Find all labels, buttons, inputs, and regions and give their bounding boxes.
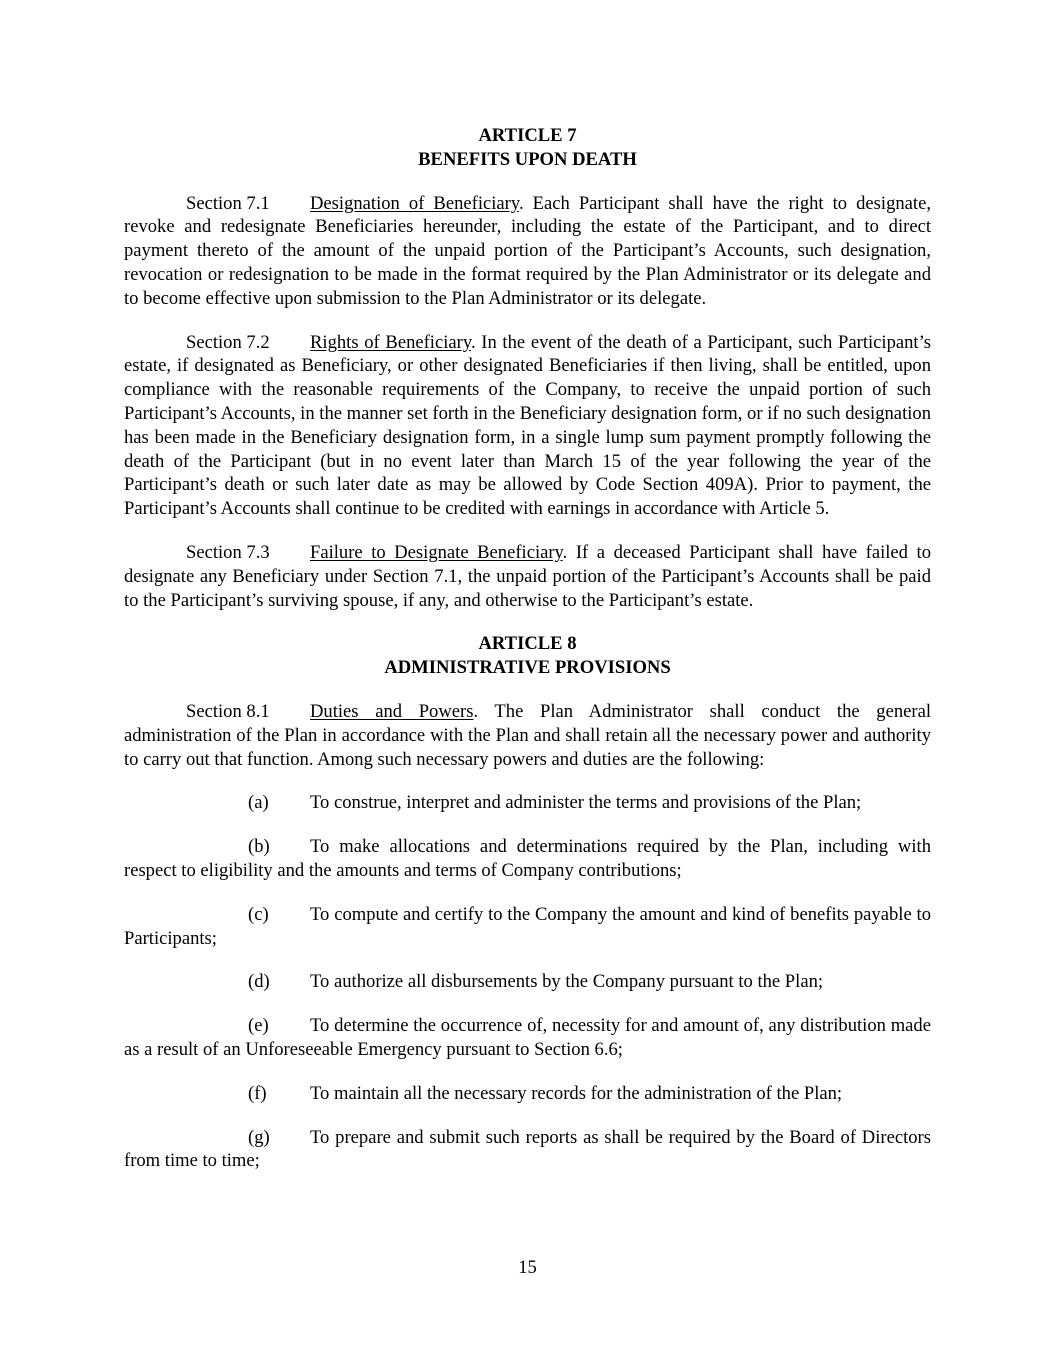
document-page (124, 124, 931, 1173)
list-item-text: To maintain all the necessary records for the administration of the Plan; (310, 1082, 843, 1104)
article-7-heading (124, 124, 931, 172)
list-item-f (124, 1082, 931, 1106)
list-item-label: (f) (248, 1082, 267, 1104)
list-item-label: (e) (248, 1015, 269, 1037)
section-number: Section 7.1 (186, 192, 270, 214)
list-item-text: To authorize all disbursements by the Company pursuant to the Plan; (310, 971, 824, 993)
list-item-d (124, 970, 931, 994)
list-item-e (124, 1014, 931, 1062)
list-item-label: (g) (248, 1126, 270, 1148)
list-item-text: To make allocations and determinations required by the Plan, including with respect to eligibility and the amounts and terms of Company contributions; (124, 836, 931, 881)
page-number: 15 (518, 1257, 537, 1278)
section-7-1 (124, 192, 931, 311)
section-body: . Each Participant shall have the right to designate, revoke and redesignate Beneficiaries hereunder, including the estate of the Participant, and to direct payment thereto of the amount of the unpaid portion of the Participant’s Accounts, such designation, revocation or redesignation to be made in the format required by the Plan Administrator or its delegate and to become effective upon submission to the Plan Administrator or its delegate. (124, 192, 931, 309)
list-item-label: (c) (248, 903, 269, 925)
list-item-c (124, 903, 931, 951)
list-item-text: To compute and certify to the Company the amount and kind of benefits payable to Participants; (124, 903, 931, 949)
list-item-label: (d) (248, 971, 270, 993)
list-item-a (124, 791, 931, 815)
list-item-g (124, 1126, 931, 1174)
article-7-title: BENEFITS UPON DEATH (418, 148, 637, 170)
list-item-label: (b) (248, 836, 270, 858)
article-8-heading (124, 632, 931, 680)
section-heading: Designation of Beneficiary (310, 192, 519, 214)
section-body: . The Plan Administrator shall conduct the general administration of the Plan in accordance with the Plan and shall retain all the necessary power and authority to carry out that function. Among such necessary powers and duties are the following: (124, 700, 931, 770)
list-item-text: To determine the occurrence of, necessity for and amount of, any distribution made as a result of an Unforeseeable Emergency pursuant to Section 6.6; (124, 1015, 931, 1060)
list-item-text: To prepare and submit such reports as shall be required by the Board of Directors from time to time; (124, 1126, 931, 1172)
article-8-title: ADMINISTRATIVE PROVISIONS (384, 657, 671, 679)
section-number: Section 8.1 (186, 700, 270, 722)
list-item-b (124, 835, 931, 883)
section-7-3 (124, 541, 931, 612)
article-8-number: ARTICLE 8 (478, 633, 577, 655)
section-heading: Failure to Designate Beneficiary (310, 541, 563, 563)
section-7-2 (124, 331, 931, 521)
section-body: . If a deceased Participant shall have failed to designate any Beneficiary under Section 7.1, the unpaid portion of the Participant’s Accounts shall be paid to the Participant’s surviving spouse, if any, and otherwise to the Participant’s estate. (124, 541, 931, 611)
section-heading: Duties and Powers (310, 700, 474, 722)
article-7-number: ARTICLE 7 (478, 125, 577, 146)
section-body: . In the event of the death of a Participant, such Participant’s estate, if designated as Beneficiary, or other designated Beneficiaries if then living, shall be entitled, upon compliance with the reasonable requirements of the Company, to receive the unpaid portion of such Participant’s Accounts, in the manner set forth in the Beneficiary designation form, or if no such designation has been made in the Beneficiary designation form, in a single lump sum payment promptly following the death of the Participant (but in no event later than March 15 of the year following the year of the Participant’s death or such later date as may be allowed by Code Section 409A). Prior to payment, the Participant’s Accounts shall continue to be credited with earnings in accordance with Article 5. (124, 331, 931, 520)
section-number: Section 7.3 (186, 541, 270, 563)
section-heading: Rights of Beneficiary (310, 331, 471, 353)
section-number: Section 7.2 (186, 331, 270, 353)
list-item-label: (a) (248, 792, 269, 814)
list-item-text: To construe, interpret and administer the terms and provisions of the Plan; (310, 792, 862, 814)
section-8-1 (124, 700, 931, 771)
